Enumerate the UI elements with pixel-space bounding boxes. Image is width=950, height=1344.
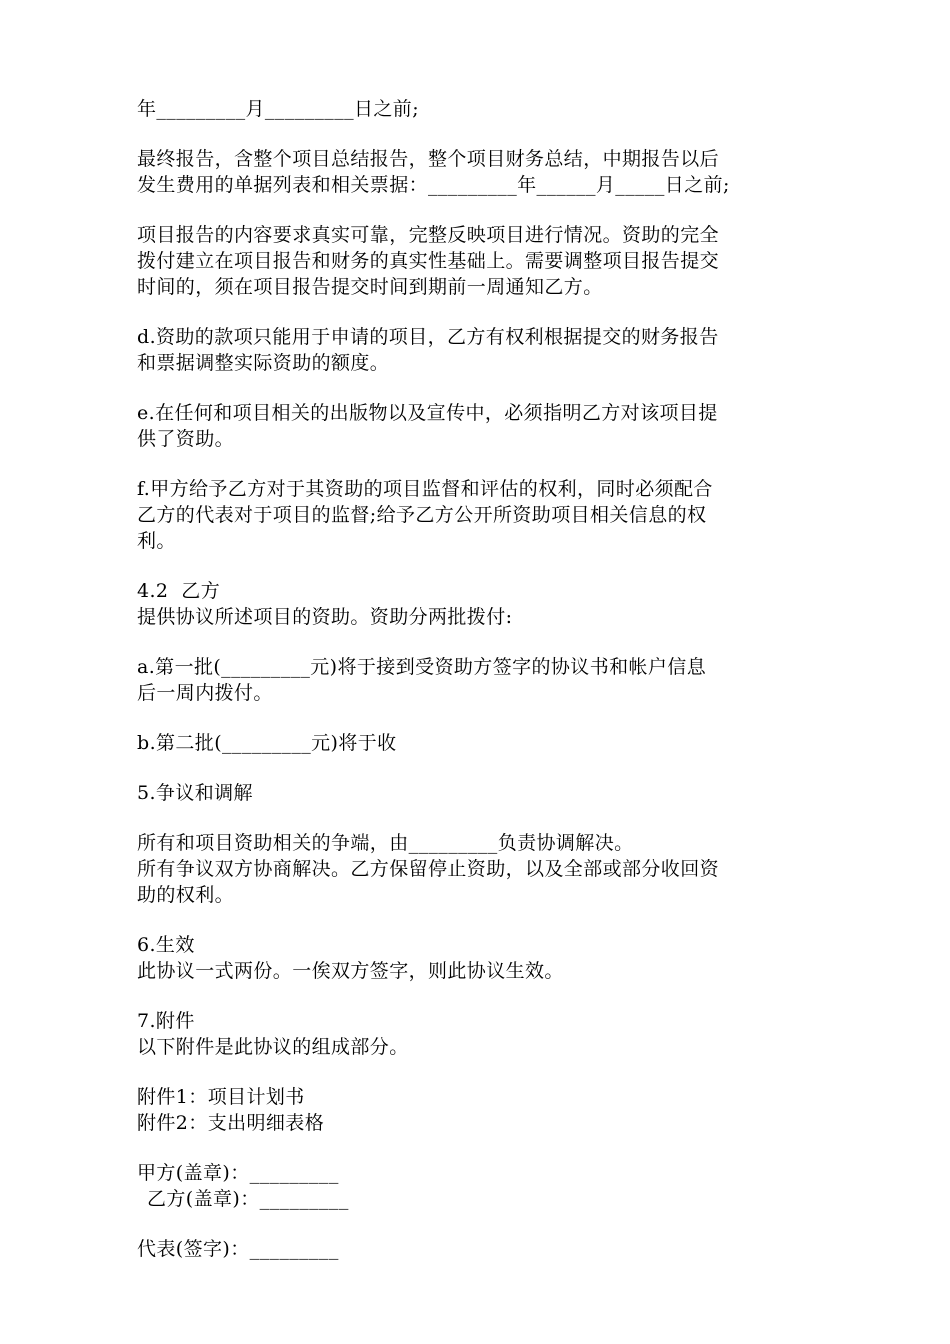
- text-line: 后一周内拨付。: [137, 682, 273, 704]
- paragraph-gap: [137, 984, 817, 1008]
- paragraph-gap: [137, 376, 817, 400]
- text-line: e.在任何和项目相关的出版物以及宣传中，必须指明乙方对该项目提: [137, 402, 718, 424]
- text-line: b.第二批(_________元)将于收: [137, 732, 397, 754]
- text-line: 助的权利。: [137, 884, 235, 906]
- paragraph-gap: [137, 554, 817, 578]
- paragraph-gap: [137, 1136, 817, 1160]
- text-line: 最终报告，含整个项目总结报告，整个项目财务总结，中期报告以后: [137, 148, 720, 170]
- signature-line-party-b: 乙方(盖章)：_________: [147, 1188, 349, 1210]
- signature-line-party-a: 甲方(盖章)：_________: [137, 1162, 339, 1184]
- text-line: 所有和项目资助相关的争端，由_________负责协调解决。: [137, 832, 634, 854]
- text-line: 提供协议所述项目的资助。资助分两批拨付:: [137, 606, 513, 628]
- paragraph-gap: [137, 122, 817, 146]
- attachment-item: 附件2：支出明细表格: [137, 1112, 325, 1134]
- text-line: 项目报告的内容要求真实可靠，完整反映项目进行情况。资助的完全: [137, 224, 720, 246]
- text-line: 和票据调整实际资助的额度。: [137, 352, 390, 374]
- text-line: 所有争议双方协商解决。乙方保留停止资助，以及全部或部分收回资: [137, 858, 720, 880]
- text-line: 供了资助。: [137, 428, 235, 450]
- paragraph-gap: [137, 630, 817, 654]
- section-heading: 4.2 乙方: [137, 580, 221, 602]
- section-heading: 6.生效: [137, 934, 195, 956]
- text-line: 以下附件是此协议的组成部分。: [137, 1036, 409, 1058]
- section-heading: 5.争议和调解: [137, 782, 253, 804]
- text-line: 时间的，须在项目报告提交时间到期前一周通知乙方。: [137, 276, 603, 298]
- signature-line-representative: 代表(签字)：_________: [137, 1238, 339, 1260]
- paragraph-gap: [137, 908, 817, 932]
- text-line: f.甲方给予乙方对于其资助的项目监督和评估的权利，同时必须配合: [137, 478, 713, 500]
- paragraph-gap: [137, 452, 817, 476]
- text-line: 乙方的代表对于项目的监督;给予乙方公开所资助项目相关信息的权: [137, 504, 707, 526]
- paragraph-gap: [137, 806, 817, 830]
- paragraph-gap: [137, 1060, 817, 1084]
- text-line: 拨付建立在项目报告和财务的真实性基础上。需要调整项目报告提交: [137, 250, 720, 272]
- text-line: 利。: [137, 530, 176, 552]
- paragraph-gap: [137, 756, 817, 780]
- paragraph-gap: [137, 198, 817, 222]
- paragraph-gap: [137, 1212, 817, 1236]
- attachment-item: 附件1：项目计划书: [137, 1086, 305, 1108]
- document-page: [137, 96, 817, 1262]
- text-line: a.第一批(_________元)将于接到受资助方签字的协议书和帐户信息: [137, 656, 707, 678]
- paragraph-gap: [137, 706, 817, 730]
- text-line: 此协议一式两份。一俟双方签字，则此协议生效。: [137, 960, 564, 982]
- paragraph-gap: [137, 300, 817, 324]
- text-line: 年_________月_________日之前;: [137, 98, 420, 120]
- text-line: 发生费用的单据列表和相关票据：_________年______月_____日之前;: [137, 174, 730, 196]
- section-heading: 7.附件: [137, 1010, 195, 1032]
- text-line: d.资助的款项只能用于申请的项目，乙方有权利根据提交的财务报告: [137, 326, 719, 348]
